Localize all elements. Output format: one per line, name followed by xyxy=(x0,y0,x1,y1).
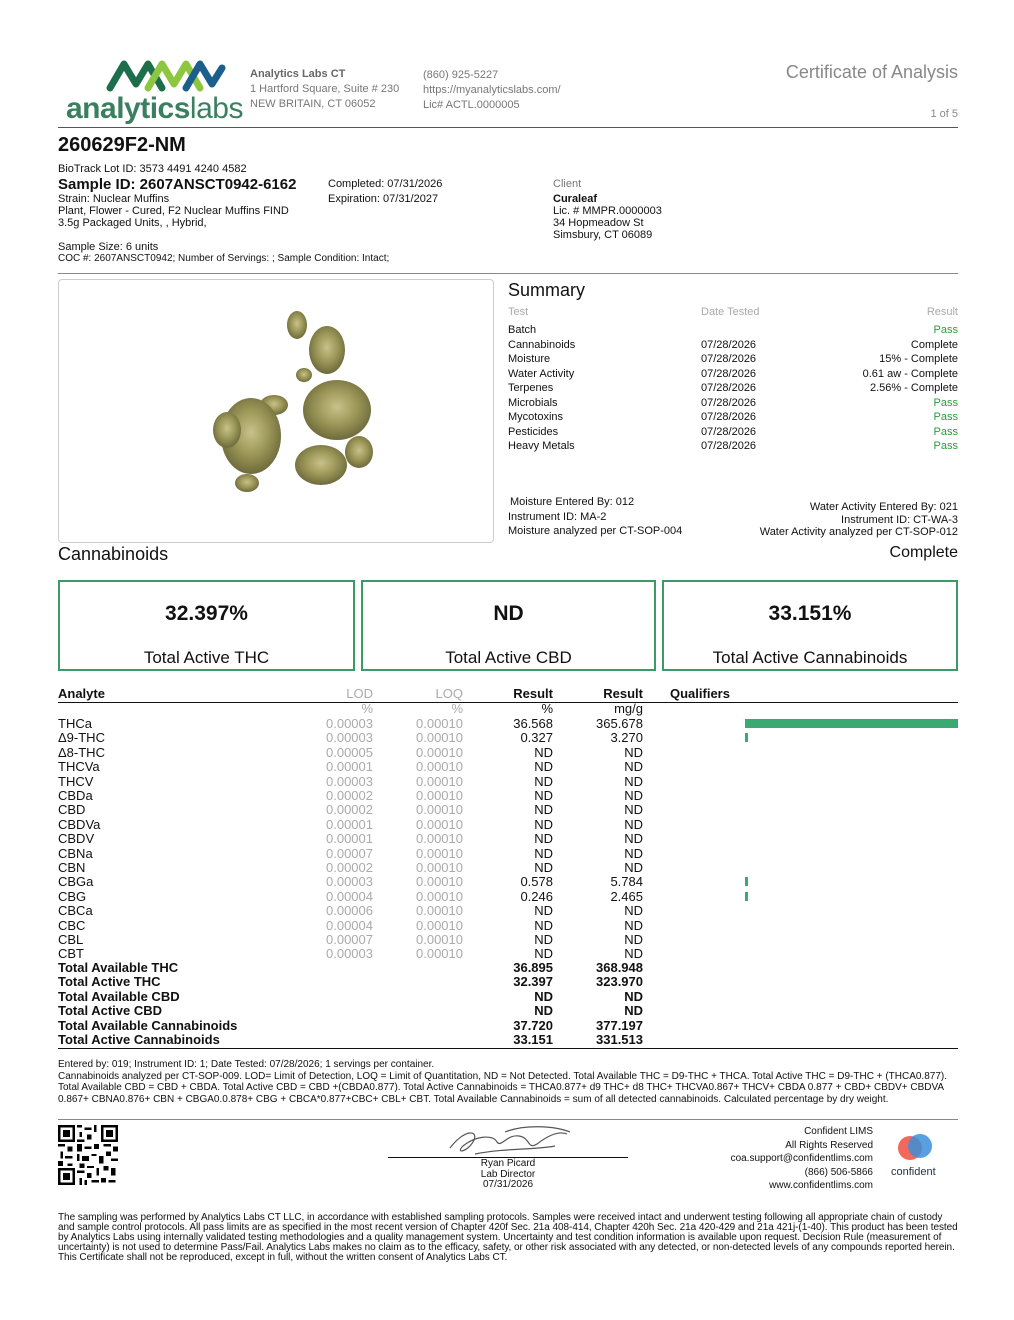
analyte-result-pct: ND xyxy=(534,917,553,933)
analyte-loq: 0.00010 xyxy=(416,860,463,875)
analyte-result-mg: ND xyxy=(624,788,643,803)
analyte-loq: 0.00010 xyxy=(416,845,463,861)
analyte-units-row xyxy=(58,702,958,716)
analyticslabs-logo-text: analyticslabs xyxy=(66,92,243,125)
table-bottom-divider xyxy=(58,1048,958,1049)
analyte-loq: 0.00010 xyxy=(416,903,463,919)
client-street: 34 Hopmeadow St xyxy=(553,217,644,229)
unit-pct: % xyxy=(541,701,553,716)
analyte-lod: 0.00002 xyxy=(326,802,373,818)
summary-test: Batch xyxy=(508,324,537,336)
summary-test: Cannabinoids xyxy=(508,338,576,351)
lab-website[interactable]: https://myanalyticslabs.com/ xyxy=(423,84,561,96)
analyte-loq: 0.00010 xyxy=(416,816,463,832)
analyte-name: Δ9-THC xyxy=(58,730,105,746)
analyte-row xyxy=(58,775,958,789)
analyte-lod: 0.00005 xyxy=(326,744,373,760)
analyte-name: Δ8-THC xyxy=(58,744,105,760)
summary-date: 07/28/2026 xyxy=(701,411,757,423)
analyte-result-mg: ND xyxy=(624,831,643,847)
analyte-qualifier-bar xyxy=(745,719,958,728)
analyte-loq: 0.00010 xyxy=(416,716,463,731)
strain: Strain: Nuclear Muffins xyxy=(58,193,170,205)
total-result-pct: 32.397 xyxy=(513,974,553,990)
lab-license: Lic# ACTL.0000005 xyxy=(423,99,520,111)
lab-info xyxy=(250,67,399,112)
analyte-row xyxy=(58,789,958,803)
sample-divider xyxy=(58,273,958,274)
summary-result: 15% - Complete xyxy=(879,353,958,365)
analyte-result-mg: ND xyxy=(624,802,643,818)
analyte-result-pct: ND xyxy=(534,788,553,803)
signatory-block xyxy=(388,1159,628,1191)
total-result-mg: ND xyxy=(624,988,643,1004)
analyte-loq: 0.00010 xyxy=(416,932,463,947)
matrix: Plant, Flower - Cured, F2 Nuclear Muffins FIND xyxy=(58,205,289,217)
lims-email[interactable]: coa.support@confidentlims.com xyxy=(730,1153,873,1164)
analyte-result-mg: ND xyxy=(624,773,643,789)
biotrack-lot-id: BioTrack Lot ID: 3573 4491 4240 4582 xyxy=(58,163,247,175)
analyte-loq: 0.00010 xyxy=(416,831,463,847)
analyte-row xyxy=(58,890,958,904)
total-result-pct: 36.895 xyxy=(513,960,553,975)
page-number: 1 of 5 xyxy=(930,108,958,120)
analyte-result-mg: ND xyxy=(624,759,643,775)
summary-result: Pass xyxy=(933,411,958,423)
summary-row xyxy=(508,368,958,383)
header xyxy=(58,58,958,128)
total-name: Total Active Cannabinoids xyxy=(58,1032,220,1047)
document-title: Certificate of Analysis xyxy=(785,62,958,82)
analyte-row xyxy=(58,832,958,846)
notes-divider xyxy=(58,1119,958,1120)
sample-size: Sample Size: 6 units xyxy=(58,241,159,253)
total-active-cbd-box xyxy=(361,580,656,671)
analyte-result-mg: ND xyxy=(624,946,643,962)
summary-col-test: Test xyxy=(508,306,529,318)
summary-test: Water Activity xyxy=(508,367,575,380)
completed-date: Completed: 07/31/2026 xyxy=(328,178,443,190)
analyte-lod: 0.00006 xyxy=(326,903,373,919)
summary-date: 07/28/2026 xyxy=(701,353,757,365)
analyte-loq: 0.00010 xyxy=(416,946,463,962)
moisture-sop: Moisture analyzed per CT-SOP-004 xyxy=(508,525,683,537)
analyte-row xyxy=(58,947,958,961)
summary-row xyxy=(508,440,958,455)
signatory-title: Lab Director xyxy=(480,1168,536,1180)
lims-website[interactable]: www.confidentlims.com xyxy=(769,1180,873,1191)
lab-contact xyxy=(423,68,561,113)
total-active-cannabinoids-box xyxy=(662,580,958,671)
analyte-row xyxy=(58,760,958,774)
analyte-row xyxy=(58,919,958,933)
analyte-result-mg: ND xyxy=(624,816,643,832)
wa-instrument: Instrument ID: CT-WA-3 xyxy=(841,513,958,526)
summary-date: 07/28/2026 xyxy=(701,382,757,394)
analyte-result-mg: 5.784 xyxy=(610,874,643,890)
total-active-thc-value: 32.397% xyxy=(165,602,248,625)
analyte-lod: 0.00003 xyxy=(326,773,373,789)
total-active-cbd-value: ND xyxy=(493,602,524,625)
total-result-mg: ND xyxy=(624,1003,643,1019)
analyte-lod: 0.00004 xyxy=(326,917,373,933)
analyte-result-mg: ND xyxy=(624,744,643,760)
analyte-loq: 0.00010 xyxy=(416,888,463,904)
qr-code[interactable] xyxy=(58,1125,118,1185)
client-name: Curaleaf xyxy=(553,193,598,205)
note-method: Cannabinoids analyzed per CT-SOP-009. LOD= Limit of Detection, LOQ = Limit of Quantitation, ND = Not Detected. Total Available THC = D9-THC + THCA. Total Active THC = D9-THC + (THCA0.877). Total Available CBD = CBD + CBDA. Total Active CBD = CBD +(CBDA0.877). Total Active Cannabinoids = THCA0.877+ d9 THC+ d8 THC+ THCVA0.867+ THCV+ CBDA 0.877 + CBD+ CBDV+ CBDVA 0.867+ CBNA0.876+ CBN + CBGA0.0.878+ CBG + CBCA*0.877+CBC+ CBL+ CBT. Total Available Cannabinoids = sum of all detected cannabinoids. Calculated percentage by dry weight. xyxy=(58,1070,947,1105)
analyte-result-pct: ND xyxy=(534,816,553,832)
analyte-result-pct: 0.578 xyxy=(520,874,553,890)
analyte-name: CBDV xyxy=(58,831,95,847)
total-active-cannabinoids-value: 33.151% xyxy=(768,602,852,625)
summary-result: Complete xyxy=(910,338,958,351)
total-row xyxy=(58,961,958,975)
summary-result: Pass xyxy=(933,425,958,438)
signature-scribble xyxy=(445,1124,575,1158)
sample-id: Sample ID: 2607ANSCT0942-6162 xyxy=(58,176,297,193)
analyte-row xyxy=(58,933,958,947)
client-license: Lic. # MMPR.0000003 xyxy=(553,205,662,217)
client-label: Client xyxy=(553,178,582,190)
cannabinoid-method-notes xyxy=(58,1059,958,1105)
analyte-result-pct: 0.327 xyxy=(520,730,553,746)
total-name: Total Available Cannabinoids xyxy=(58,1017,238,1033)
analyte-result-pct: ND xyxy=(534,831,553,847)
summary-test: Heavy Metals xyxy=(508,440,575,452)
analyte-qualifier-bar xyxy=(745,877,748,886)
moisture-instrument: Instrument ID: MA-2 xyxy=(508,510,607,523)
analyte-lod: 0.00007 xyxy=(326,845,373,861)
analyte-lod: 0.00003 xyxy=(326,874,373,890)
analyte-result-pct: ND xyxy=(534,860,553,875)
summary-row xyxy=(508,382,958,397)
analyte-result-mg: ND xyxy=(624,917,643,933)
total-name: Total Active CBD xyxy=(58,1003,163,1019)
lab-address-line2: NEW BRITAIN, CT 06052 xyxy=(250,98,376,110)
analyte-name: CBG xyxy=(58,888,87,904)
analyte-loq: 0.00010 xyxy=(416,917,463,933)
analyte-loq: 0.00010 xyxy=(416,744,463,760)
analyte-name: CBCa xyxy=(58,903,93,919)
lims-info xyxy=(731,1125,873,1193)
analyte-name: CBN xyxy=(58,860,86,875)
wa-entered-by: Water Activity Entered By: 021 xyxy=(809,501,958,513)
summary-date: 07/28/2026 xyxy=(701,396,757,409)
summary-result: 0.61 aw - Complete xyxy=(862,367,958,380)
col-loq: LOQ xyxy=(435,686,463,701)
analyte-result-pct: ND xyxy=(534,946,553,962)
lab-phone: (860) 925-5227 xyxy=(423,69,499,81)
total-result-pct: 33.151 xyxy=(513,1032,553,1047)
col-lod: LOD xyxy=(346,686,373,701)
analyte-name: CBGa xyxy=(58,874,94,890)
analyte-row xyxy=(58,803,958,817)
total-result-mg: 323.970 xyxy=(596,974,643,990)
signatory-name: Ryan Picard xyxy=(480,1158,536,1169)
analyte-name: CBC xyxy=(58,917,86,933)
summary-test: Mycotoxins xyxy=(508,411,564,423)
analyte-result-pct: ND xyxy=(534,845,553,861)
analyte-result-mg: ND xyxy=(624,903,643,919)
analyte-loq: 0.00010 xyxy=(416,759,463,775)
summary-row xyxy=(508,397,958,412)
col-analyte: Analyte xyxy=(58,686,105,701)
analyte-result-pct: 0.246 xyxy=(520,888,553,904)
analyte-loq: 0.00010 xyxy=(416,730,463,746)
analyte-row xyxy=(58,717,958,731)
summary-result: 2.56% - Complete xyxy=(869,382,958,394)
analyte-row xyxy=(58,847,958,861)
analyte-lod: 0.00001 xyxy=(326,759,373,775)
client-city: Simsbury, CT 06089 xyxy=(553,229,653,241)
analyte-name: CBDa xyxy=(58,788,93,803)
lab-name: Analytics Labs CT xyxy=(250,68,346,80)
header-divider xyxy=(58,127,958,128)
analyte-result-mg: 3.270 xyxy=(610,730,643,746)
analyte-lod: 0.00001 xyxy=(326,816,373,832)
analyte-lod: 0.00002 xyxy=(326,788,373,803)
lab-address-line1: 1 Hartford Square, Suite # 230 xyxy=(250,83,400,95)
total-name: Total Active THC xyxy=(58,974,161,990)
moisture-info xyxy=(508,495,682,539)
summary-test: Microbials xyxy=(508,396,558,409)
note-entered-by: Entered by: 019; Instrument ID: 1; Date Tested: 07/28/2026; 1 servings per container. xyxy=(58,1059,435,1070)
analyte-loq: 0.00010 xyxy=(416,802,463,818)
unit-loq: % xyxy=(451,701,463,716)
total-row xyxy=(58,990,958,1004)
analyte-name: THCa xyxy=(58,716,92,731)
col-result-mg: Result xyxy=(603,686,643,701)
summary-row xyxy=(508,353,958,368)
col-result-pct: Result xyxy=(513,686,553,701)
cannabinoids-status: Complete xyxy=(889,544,958,561)
summary-result: Pass xyxy=(933,324,958,336)
wa-sop: Water Activity analyzed per CT-SOP-012 xyxy=(759,526,958,538)
analyte-result-pct: ND xyxy=(534,759,553,775)
analyte-row xyxy=(58,875,958,889)
analyte-name: CBT xyxy=(58,946,84,962)
analyte-loq: 0.00010 xyxy=(416,788,463,803)
analyte-name: THCV xyxy=(58,773,94,789)
summary-test: Terpenes xyxy=(508,382,554,394)
analyte-name: CBDVa xyxy=(58,816,101,832)
total-row xyxy=(58,1019,958,1033)
analyte-row xyxy=(58,861,958,875)
analyte-result-pct: ND xyxy=(534,903,553,919)
analyte-result-mg: ND xyxy=(624,860,643,875)
analyte-lod: 0.00002 xyxy=(326,860,373,875)
analyte-result-pct: ND xyxy=(534,802,553,818)
lims-rights: All Rights Reserved xyxy=(785,1139,873,1151)
expiration-date: Expiration: 07/31/2027 xyxy=(328,193,439,205)
analyticslabs-logo-mark xyxy=(106,58,226,92)
analyte-lod: 0.00001 xyxy=(326,831,373,847)
analyte-name: CBD xyxy=(58,802,86,818)
total-row xyxy=(58,1004,958,1018)
total-row xyxy=(58,975,958,989)
analyte-name: CBL xyxy=(58,932,84,947)
summary-test: Moisture xyxy=(508,353,551,365)
analyte-qualifier-bar xyxy=(745,733,748,742)
signatory-date: 07/31/2026 xyxy=(482,1179,534,1190)
analyte-result-mg: ND xyxy=(624,932,643,947)
unit-mg: mg/g xyxy=(614,701,643,716)
analyte-result-pct: ND xyxy=(534,932,553,947)
disclaimer: The sampling was performed by Analytics Labs CT LLC, in accordance with established sampling protocols. Samples were received intact and underwent testing following all appropriate chain of custody and sample control protocols. All pass limits are as specified in the most recent version of Chapter 420f Sec. 21a 408-414, Chapter 420h Sec. 21a 420-429 and 21a 421j-(1-40). This product has been tested by Analytics Labs using internally validated testing methodologies and a quality management system. Uncertainty and test condition information is available upon request. Decision Rule (measurement of uncertainty) is not used to determine Pass/Fail. Analytics Labs makes no claim as to the efficacy, safety, or other risk associated with any detected, or non-detected levels of any compounds reported herein. This Certificate shall not be reproduced, except in full, without the written consent of Analytics Labs CT. xyxy=(58,1212,958,1263)
analyte-table-header xyxy=(58,687,958,701)
total-result-pct: 37.720 xyxy=(513,1017,553,1033)
analyte-lod: 0.00003 xyxy=(326,730,373,746)
analyte-row xyxy=(58,818,958,832)
summary-result: Pass xyxy=(933,440,958,452)
summary-row xyxy=(508,426,958,441)
analyte-lod: 0.00003 xyxy=(326,716,373,731)
total-name: Total Available CBD xyxy=(58,988,180,1004)
summary-date: 07/28/2026 xyxy=(701,440,757,452)
analyte-lod: 0.00003 xyxy=(326,946,373,962)
total-result-mg: 377.197 xyxy=(596,1017,643,1033)
col-qualifiers: Qualifiers xyxy=(670,686,730,701)
analyte-loq: 0.00010 xyxy=(416,773,463,789)
analyte-result-pct: 36.568 xyxy=(513,716,553,731)
summary-panel xyxy=(508,280,958,540)
analyte-lod: 0.00007 xyxy=(326,932,373,947)
total-active-thc-label: Total Active THC xyxy=(143,648,270,667)
summary-date: 07/28/2026 xyxy=(701,425,757,438)
analyte-result-mg: ND xyxy=(624,845,643,861)
analyte-result-mg: 2.465 xyxy=(610,888,643,904)
client-block xyxy=(553,178,662,241)
analyte-loq: 0.00010 xyxy=(416,874,463,890)
total-row xyxy=(58,1033,958,1047)
confident-logo-text: confident xyxy=(891,1166,936,1178)
analyte-row xyxy=(58,904,958,918)
analyte-name: CBNa xyxy=(58,845,93,861)
unit-type: 3.5g Packaged Units, , Hybrid, xyxy=(58,217,207,229)
total-result-mg: 331.513 xyxy=(596,1032,643,1047)
summary-title: Summary xyxy=(508,280,586,300)
sample-photo xyxy=(58,279,494,543)
water-activity-info xyxy=(760,501,958,539)
total-result-pct: ND xyxy=(534,988,553,1004)
analyte-row xyxy=(58,731,958,745)
analyte-lod: 0.00004 xyxy=(326,888,373,904)
summary-date: 07/28/2026 xyxy=(701,367,757,380)
total-name: Total Available THC xyxy=(58,960,179,975)
summary-row xyxy=(508,411,958,426)
total-active-cbd-label: Total Active CBD xyxy=(445,648,572,667)
total-active-cannabinoids-label: Total Active Cannabinoids xyxy=(712,648,908,667)
lims-name: Confident LIMS xyxy=(804,1126,873,1137)
analyte-result-pct: ND xyxy=(534,773,553,789)
confident-logo-icon xyxy=(896,1132,936,1166)
analyte-result-mg: 365.678 xyxy=(596,716,643,731)
total-result-pct: ND xyxy=(534,1003,553,1019)
unit-lod: % xyxy=(361,701,373,716)
moisture-entered-by: Moisture Entered By: 012 xyxy=(510,496,635,508)
cannabinoids-title: Cannabinoids xyxy=(58,544,169,564)
total-result-mg: 368.948 xyxy=(596,960,643,975)
lims-phone: (866) 506-5866 xyxy=(804,1166,873,1178)
summary-col-result: Result xyxy=(926,306,958,318)
analyte-row xyxy=(58,746,958,760)
summary-row xyxy=(508,339,958,354)
total-active-thc-box xyxy=(58,580,355,671)
batch-id: 260629F2-NM xyxy=(58,134,186,156)
analyte-qualifier-bar xyxy=(745,892,748,901)
summary-date: 07/28/2026 xyxy=(701,338,757,351)
flower-buds-image xyxy=(59,280,493,542)
summary-result: Pass xyxy=(933,396,958,409)
summary-test: Pesticides xyxy=(508,425,559,438)
summary-col-date: Date Tested xyxy=(701,306,760,318)
coc-line: COC #: 2607ANSCT0942; Number of Servings: ; Sample Condition: Intact; xyxy=(58,253,390,264)
analyte-name: THCVa xyxy=(58,759,100,775)
analyte-result-pct: ND xyxy=(534,744,553,760)
summary-row xyxy=(508,324,958,339)
